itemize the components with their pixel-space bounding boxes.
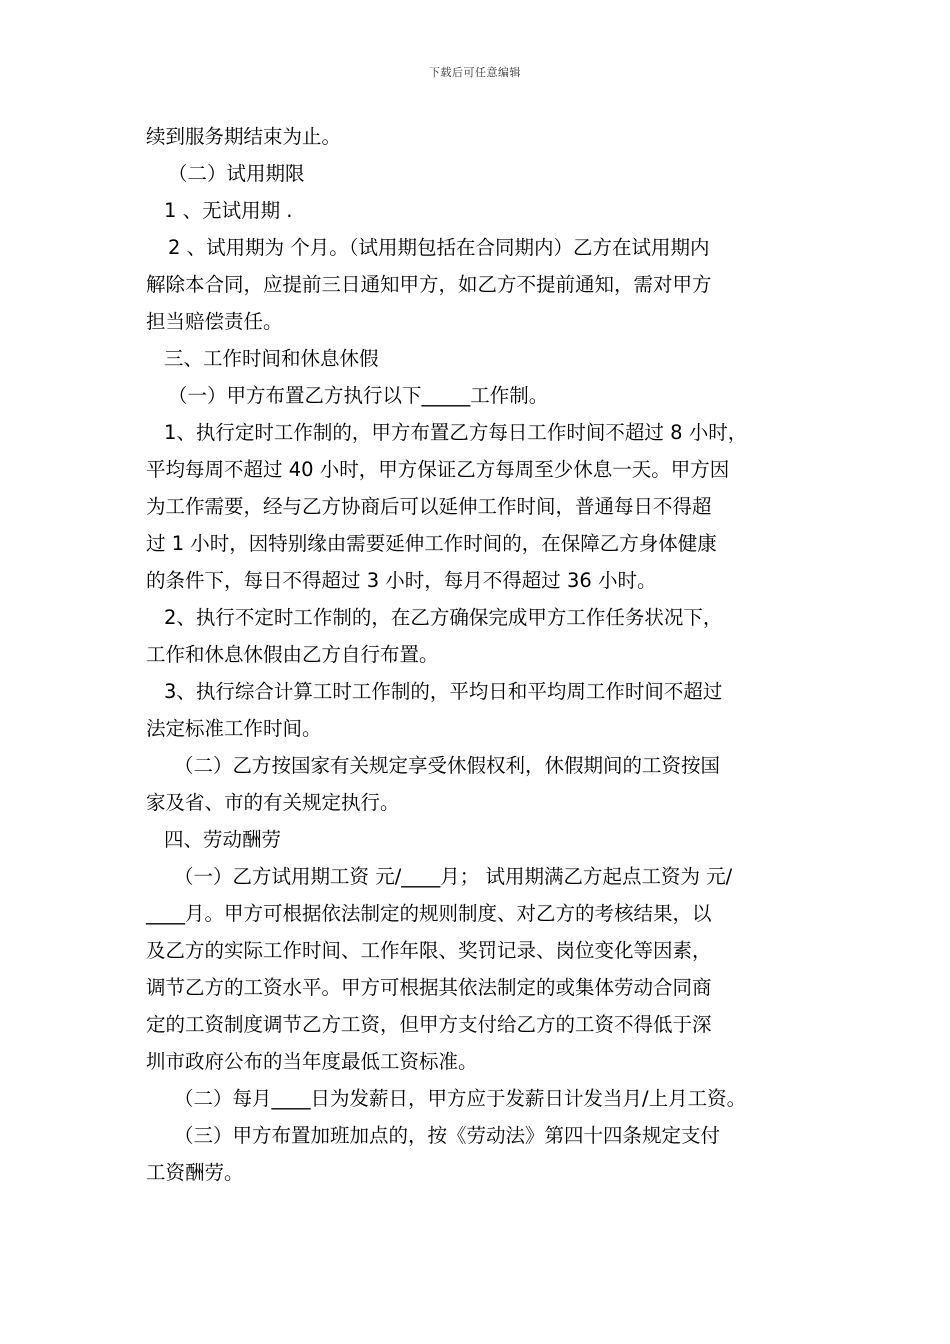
section-heading: （一）乙方试用期工资 元/____月； 试用期满乙方起点工资为 元/ xyxy=(174,865,733,888)
paragraph-line: 调节乙方的工资水平。甲方可根据其依法制定的或集体劳动合同商 xyxy=(146,976,712,999)
paragraph-line: 为工作需要，经与乙方协商后可以延伸工作时间，普通每日不得超 xyxy=(146,495,712,518)
paragraph-line: 工作和休息休假由乙方自行布置。 xyxy=(146,643,439,666)
paragraph-line: 定的工资制度调节乙方工资，但甲方支付给乙方的工资不得低于深 xyxy=(146,1013,712,1036)
list-item: 2 、试用期为 个月。（试用期包括在合同期内）乙方在试用期内 xyxy=(168,236,710,259)
paragraph-line: 续到服务期结束为止。 xyxy=(146,125,342,148)
section-heading: （二）试用期限 xyxy=(168,162,305,185)
list-item: 1 、无试用期 . xyxy=(164,199,293,222)
section-heading: （三）甲方布置加班加点的，按《劳动法》第四十四条规定支付 xyxy=(174,1124,721,1147)
paragraph-line: 及乙方的实际工作时间、工作年限、奖罚记录、岗位变化等因素， xyxy=(146,939,712,962)
document-body xyxy=(146,118,826,1191)
section-heading: 三、工作时间和休息休假 xyxy=(164,347,379,370)
section-heading: （一）甲方布置乙方执行以下_____工作制。 xyxy=(168,384,549,407)
list-item: 1、执行定时工作制的，甲方布置乙方每日工作时间不超过 8 小时， xyxy=(164,421,748,444)
paragraph-line: 过 1 小时，因特别缘由需要延伸工作时间的，在保障乙方身体健康 xyxy=(146,532,717,555)
paragraph-line: 解除本合同，应提前三日通知甲方，如乙方不提前通知，需对甲方 xyxy=(146,273,712,296)
page-header: 下载后可任意编辑 xyxy=(429,66,521,79)
paragraph-line: 法定标准工作时间。 xyxy=(146,717,322,740)
section-heading: 四、劳动酬劳 xyxy=(164,828,282,851)
paragraph-line: 家及省、市的有关规定执行。 xyxy=(146,791,400,814)
list-item: 2、执行不定时工作制的，在乙方确保完成甲方工作任务状况下， xyxy=(164,606,723,629)
paragraph-line: 担当赔偿责任。 xyxy=(146,310,283,333)
paragraph-line: 平均每周不超过 40 小时，甲方保证乙方每周至少休息一天。甲方因 xyxy=(146,458,730,481)
list-item: 3、执行综合计算工时工作制的，平均日和平均周工作时间不超过 xyxy=(164,680,723,703)
section-heading: （二）乙方按国家有关规定享受休假权利，休假期间的工资按国 xyxy=(174,754,721,777)
paragraph-line: 工资酬劳。 xyxy=(146,1161,244,1184)
section-heading: （二）每月____日为发薪日，甲方应于发薪日计发当月/上月工资。 xyxy=(174,1087,747,1110)
paragraph-line: 的条件下，每日不得超过 3 小时，每月不得超过 36 小时。 xyxy=(146,569,657,592)
paragraph-line: 圳市政府公布的当年度最低工资标准。 xyxy=(146,1050,478,1073)
paragraph-line: ____月。甲方可根据依法制定的规则制度、对乙方的考核结果，以 xyxy=(146,902,712,925)
